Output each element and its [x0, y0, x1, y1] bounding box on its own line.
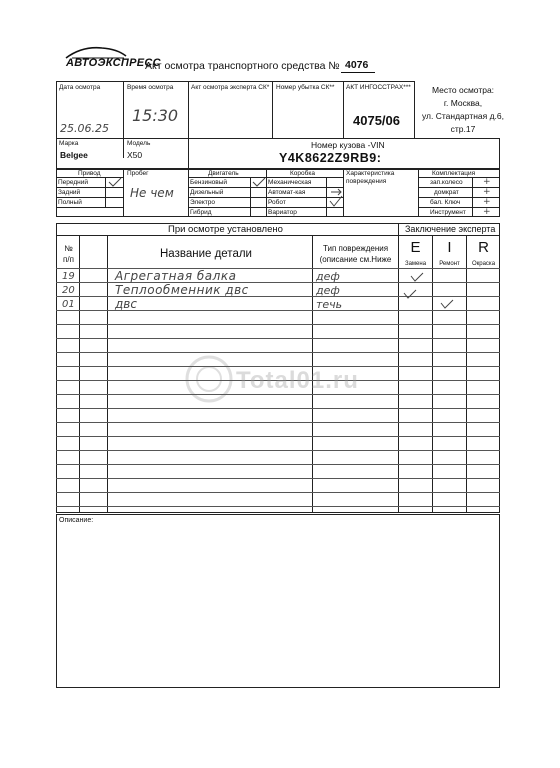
divider	[56, 207, 123, 208]
vehicle-grid	[56, 138, 500, 169]
drive-rear: Задний	[58, 189, 81, 196]
drive-label: Привод	[78, 170, 101, 177]
equipment-spare-wheel: зап.колесо	[430, 179, 463, 186]
date-value: 25.06.25	[60, 122, 109, 135]
gearbox-automatic: Автомат-кая	[268, 189, 306, 196]
make-label: Марка	[59, 140, 79, 147]
description-box	[56, 514, 500, 688]
table-row	[56, 436, 500, 437]
row-3-part-name: двс	[115, 297, 137, 311]
equipment-label: Комплектация	[432, 170, 476, 177]
gearbox-robot: Робот	[268, 199, 286, 206]
table-row	[56, 324, 500, 325]
drive-front: Передний	[58, 179, 89, 186]
divider	[343, 81, 344, 139]
table-row	[56, 492, 500, 493]
date-label: Дата осмотра	[59, 84, 101, 91]
place-line-2: ул. Стандартная д.6,	[421, 111, 505, 121]
description-label: Описание:	[59, 517, 94, 524]
equipment-jack: домкрат	[434, 189, 459, 196]
col-number-header	[58, 243, 79, 265]
col-number-line-2: п/п	[63, 255, 74, 264]
equipment-mark-1: +	[483, 177, 491, 187]
ingos-act-label: АКТ ИНГОССТРАХ***	[346, 84, 411, 91]
document-number: 4076	[345, 59, 369, 71]
vin-label: Номер кузова -VIN	[311, 140, 385, 150]
table-row	[56, 464, 500, 465]
equipment-wheel-key: бал. Ключ	[430, 199, 461, 206]
equipment-mark-4: +	[483, 207, 491, 217]
divider	[250, 177, 251, 217]
col-damage-line-2: (описание см.Ниже	[319, 255, 392, 264]
col-number-line-1: №	[64, 244, 73, 253]
divider	[343, 169, 344, 217]
equipment-mark-3: +	[483, 197, 491, 207]
divider	[466, 235, 467, 513]
divider	[432, 235, 433, 513]
table-row	[56, 422, 500, 423]
table-row	[56, 352, 500, 353]
document-title: Акт осмотра транспортного средства №	[145, 60, 340, 72]
divider	[188, 187, 343, 188]
row-3-damage: течь	[316, 298, 343, 311]
watermark-text: Total01.ru	[236, 367, 359, 394]
equipment-mark-2: +	[483, 187, 491, 197]
model-label: Модель	[127, 140, 151, 147]
divider	[107, 235, 108, 513]
engine-petrol: Бензиновый	[190, 179, 228, 186]
check-mark-drive	[108, 177, 122, 187]
mileage-value: Не чем	[130, 186, 174, 200]
place-line-3: стр.17	[450, 124, 476, 134]
vin-value: Y4K8622Z9RB9:	[279, 151, 382, 165]
col-damage-header	[313, 243, 398, 265]
check-mark-engine	[252, 177, 266, 187]
col-i-header: I	[447, 239, 452, 256]
company-logo: АВТОЭКСПРЕСС	[66, 57, 161, 69]
divider	[56, 187, 123, 188]
gearbox-manual: Механическая	[268, 179, 312, 186]
divider	[326, 177, 327, 217]
drive-full: Полный	[58, 199, 82, 206]
row-1-replace-check	[410, 272, 424, 282]
expert-act-label: Акт осмотра эксперта СК*	[191, 84, 270, 91]
divider	[188, 197, 343, 198]
divider	[188, 207, 343, 208]
row-2-damage: деф	[316, 284, 340, 297]
col-r-header: R	[478, 239, 489, 256]
model-value: X50	[127, 150, 143, 160]
engine-label: Двигатель	[208, 170, 239, 177]
engine-electric: Электро	[190, 199, 215, 206]
mileage-label: Пробег	[127, 170, 149, 177]
damage-characteristic-line-2: повреждения	[346, 178, 387, 185]
conclusion-title: Заключение эксперта	[405, 224, 496, 234]
col-damage-line-1: Тип повреждения	[322, 244, 389, 253]
row-3-repair-check	[440, 299, 454, 309]
table-row	[56, 338, 500, 339]
divider	[79, 235, 80, 513]
divider	[272, 81, 273, 139]
divider	[188, 138, 189, 169]
col-part-name-header: Название детали	[160, 248, 252, 260]
gearbox-label: Коробка	[290, 170, 315, 177]
loss-number-label: Номер убытка СК**	[276, 84, 335, 91]
ingos-act-value: 4075/06	[353, 113, 400, 128]
row-2-number: 20	[62, 285, 75, 296]
col-i-subheader: Ремонт	[439, 261, 460, 267]
row-1-damage: деф	[316, 270, 340, 283]
divider	[56, 197, 123, 198]
row-3-number: 01	[62, 299, 75, 310]
table-row	[56, 506, 500, 507]
divider	[105, 177, 106, 207]
row-1-number: 19	[62, 271, 75, 282]
number-underline	[341, 72, 375, 73]
divider	[123, 169, 124, 217]
place-line-1: г. Москва,	[443, 98, 483, 108]
time-value: 15:30	[132, 106, 179, 125]
section-title: При осмотре установлено	[168, 224, 283, 235]
table-row	[56, 478, 500, 479]
time-label: Время осмотра	[127, 84, 174, 91]
row-2-replace-check	[403, 289, 417, 299]
divider	[56, 235, 500, 236]
row-2-part-name: Теплообменник двс	[115, 283, 249, 297]
make-value: Belgee	[60, 150, 88, 160]
col-e-header: E	[410, 239, 421, 256]
check-mark-gearbox	[329, 195, 343, 207]
engine-diesel: Дизельный	[190, 189, 224, 196]
place-label: Место осмотра:	[431, 85, 495, 95]
inspection-place	[418, 84, 508, 136]
row-1-part-name: Агрегатная балка	[115, 269, 237, 283]
gearbox-cvt: Вариатор	[268, 209, 297, 216]
engine-hybrid: Гибрид	[190, 209, 212, 216]
equipment-tools: Инструмент	[430, 209, 466, 216]
col-e-subheader: Замена	[404, 261, 427, 267]
table-row	[56, 450, 500, 451]
table-row	[56, 408, 500, 409]
col-r-subheader: Окраска	[471, 261, 496, 267]
damage-characteristic-label	[346, 170, 394, 186]
damage-characteristic-line-1: Характеристика	[346, 170, 395, 177]
divider	[188, 81, 189, 139]
